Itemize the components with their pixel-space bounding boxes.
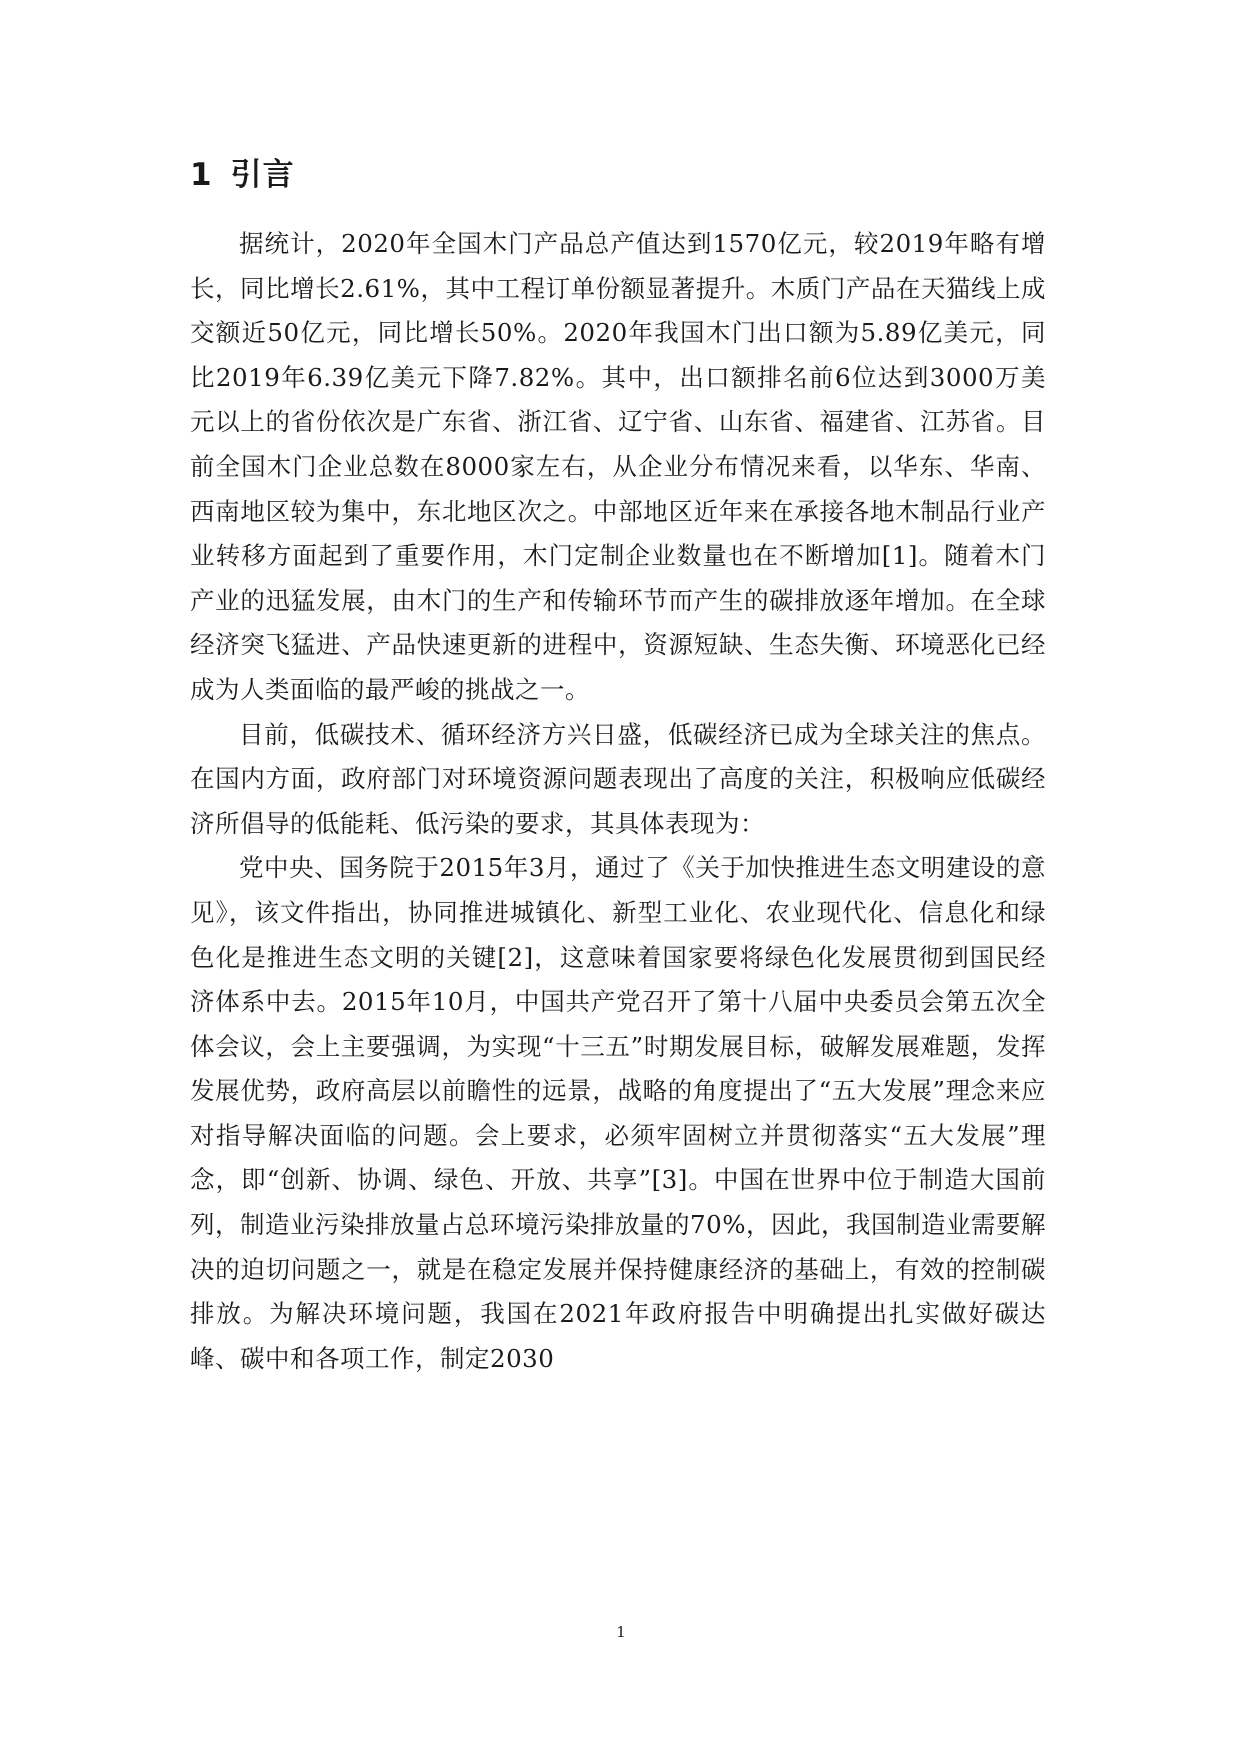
paragraph: 目前，低碳技术、循环经济方兴日盛，低碳经济已成为全球关注的焦点。在国内方面，政府部门对环境资源问题表现出了高度的关注，积极响应低碳经济所倡导的低能耗、低污染的要求，其具体表现为： bbox=[190, 719, 1046, 838]
paragraph: 党中央、国务院于2015年3月，通过了《关于加快推进生态文明建设的意见》，该文件指出，协同推进城镇化、新型工业化、农业现代化、信息化和绿色化是推进生态文明的关键[2]，这意味着国家要将绿色化发展贯彻到国民经济体系中去。2015年10月，中国共产党召开了第十八届中央委员会第五次全体会议，会上主要强调，为实现“十三五”时期发展目标，破解发展难题，发挥发展优势，政府高层以前瞻性的远景，战略的角度提出了“五大发展”理念来应对指导解决面临的问题。会上要求，必须牢固树立并贯彻落实“五大发展”理念，即“创新、协调、绿色、开放、共享”[3]。中国在世界中位于制造大国前列，制造业污染排放量占总环境污染排放量的70%，因此，我国制造业需要解决的迫切问题之一，就是在稳定发展并保持健康经济的基础上，有效的控制碳排放。为解决环境问题，我国在2021年政府报告中明确提出扎实做好碳达峰、碳中和各项工作，制定2030 bbox=[190, 853, 1046, 1373]
page-number: 1 bbox=[616, 1623, 626, 1641]
paragraph: 据统计，2020年全国木门产品总产值达到1570亿元，较2019年略有增长，同比增长2.61%，其中工程订单份额显著提升。木质门产品在天猫线上成交额近50亿元，同比增长50%。2020年我国木门出口额为5.89亿美元，同比2019年6.39亿美元下降7.82%。其中，出口额排名前6位达到3000万美元以上的省份依次是广东省、浙江省、辽宁省、山东省、福建省、江苏省。目前全国木门企业总数在8000家左右，从企业分布情况来看，以华东、华南、西南地区较为集中，东北地区次之。中部地区近年来在承接各地木制品行业产业转移方面起到了重要作用，木门定制企业数量也在不断增加[1]。随着木门产业的迅猛发展，由木门的生产和传输环节而产生的碳排放逐年增加。在全球经济突飞猛进、产品快速更新的进程中，资源短缺、生态失衡、环境恶化已经成为人类面临的最严峻的挑战之一。 bbox=[190, 229, 1046, 704]
section-title: 引言 bbox=[230, 157, 295, 193]
section-number: 1 bbox=[190, 157, 213, 193]
section-heading bbox=[190, 155, 295, 195]
body-text bbox=[190, 222, 1046, 1381]
